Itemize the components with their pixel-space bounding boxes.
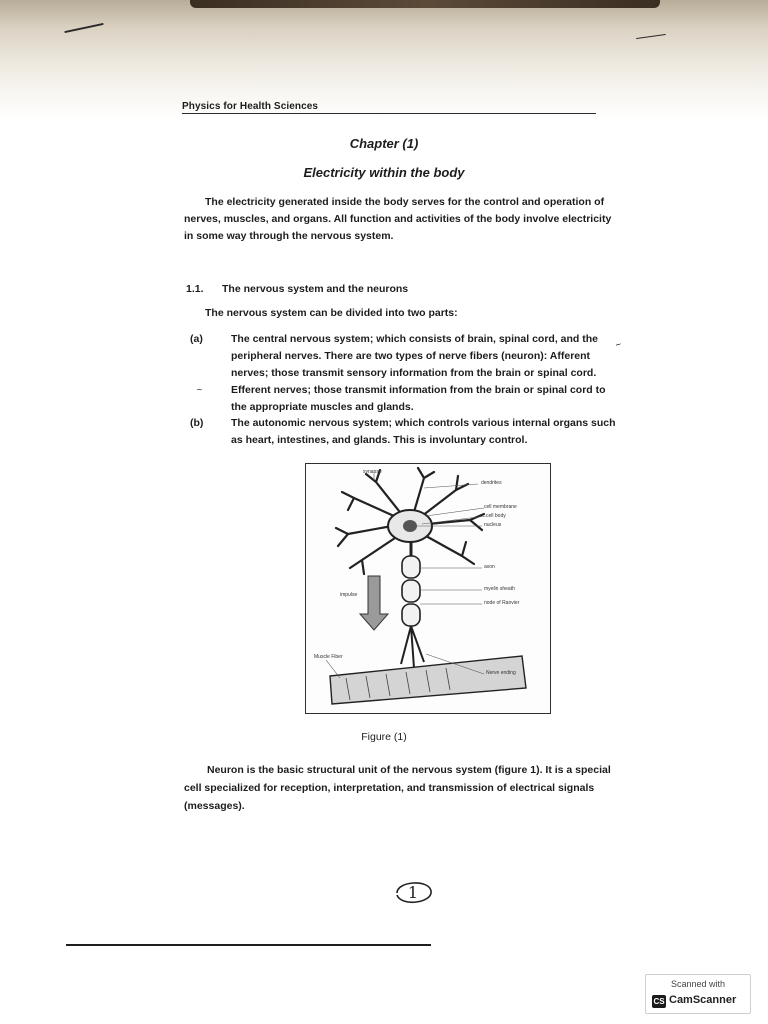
- item-a-line: The central nervous system; which consists of brain, spinal cord, and the: [231, 333, 599, 345]
- scan-top-edge: [190, 0, 660, 8]
- footer-rule: [66, 944, 431, 946]
- item-b-line: as heart, intestines, and glands. This is involuntary control.: [231, 434, 528, 446]
- camscanner-logo-icon: CS: [653, 997, 665, 1006]
- item-a-line: the appropriate muscles and glands.: [231, 401, 414, 413]
- section-number: 1.1.: [186, 283, 204, 295]
- watermark-top-text: Scanned with: [670, 979, 726, 989]
- item-a-line: nerves; those transmit sensory information from the brain or spinal cord.: [231, 367, 597, 379]
- pencil-annotation: ~: [613, 339, 624, 350]
- item-b-label: (b): [190, 417, 204, 429]
- label-cell-body: cell body: [486, 513, 506, 519]
- item-a-line: Efferent nerves; those transmit information from the brain or spinal cord to: [231, 384, 606, 396]
- item-a-label: (a): [190, 333, 203, 345]
- closing-line-3: (messages).: [184, 800, 245, 812]
- label-synapse: synapse: [363, 469, 382, 475]
- closing-line-2: cell specialized for reception, interpretation, and transmission of electrical signals: [184, 782, 595, 794]
- label-muscle-fiber: Muscle Fiber: [314, 654, 343, 660]
- neuron-figure: [305, 463, 551, 714]
- label-axon: axon: [484, 564, 495, 570]
- closing-line-1: Neuron is the basic structural unit of the nervous system (figure 1). It is a special: [207, 764, 611, 776]
- label-dendrites: dendrites: [481, 480, 502, 486]
- watermark-brand: CamScanner: [669, 994, 737, 1006]
- label-cell-membrane: cell membrane: [484, 504, 517, 510]
- pencil-annotation: ~: [196, 385, 203, 394]
- page-number-text: 1: [407, 883, 419, 902]
- intro-line-2: nerves, muscles, and organs. All function and activities of the body involve electricity: [184, 213, 612, 225]
- section-intro: The nervous system can be divided into two parts:: [205, 307, 458, 319]
- camscanner-watermark: [645, 974, 751, 1014]
- label-myelin-sheath: myelin sheath: [484, 586, 515, 592]
- scan-top-shadow: [0, 0, 768, 120]
- page-number: [391, 877, 435, 907]
- intro-line-3: in some way through the nervous system.: [184, 230, 394, 242]
- label-nerve-ending: Nerve ending: [486, 670, 516, 676]
- label-node-of-ranvier: node of Ranvier: [484, 600, 520, 606]
- chapter-number: Chapter (1): [349, 136, 419, 151]
- label-nucleus: nucleus: [484, 522, 502, 528]
- item-b-line: The autonomic nervous system; which controls various internal organs such: [231, 417, 616, 429]
- page-number-circle: [391, 877, 435, 907]
- item-a-line: peripheral nerves. There are two types of nerve fibers (neuron): Afferent: [231, 350, 591, 362]
- section-title: The nervous system and the neurons: [222, 283, 409, 295]
- label-impulse: impulse: [340, 592, 358, 598]
- chapter-title: Electricity within the body: [303, 165, 465, 180]
- figure-caption: Figure (1): [361, 731, 407, 743]
- running-header: Physics for Health Sciences: [182, 101, 319, 112]
- intro-line-1: The electricity generated inside the body serves for the control and operation of: [205, 196, 605, 208]
- header-rule: [182, 113, 596, 114]
